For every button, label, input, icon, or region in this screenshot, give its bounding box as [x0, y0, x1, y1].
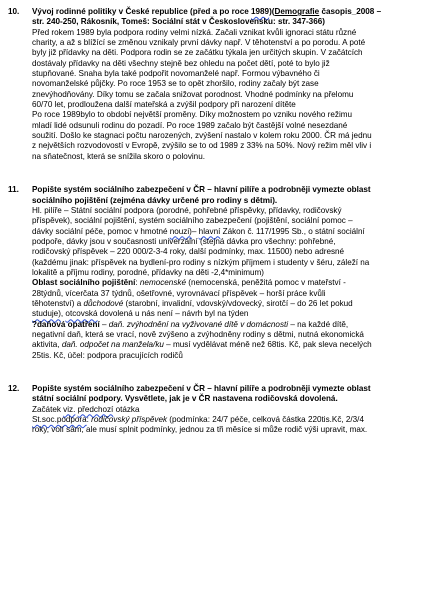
answer-line: charity, a až s blížící se změnou vznikaly první dávky např. V těhotenství a po porodu. A poté [32, 38, 366, 48]
answer-line: novomanželské půjčky. Po roce 1953 se to opět zhoršilo, rodiny začaly být zase [32, 79, 319, 89]
answer-line: St.soc.podpora: rodičovský příspěvek (podmínka: 24/7 péče, celková částka 220tis.Kč, 2/3/4 [32, 415, 364, 425]
answer-line: těhotenství) a důchodové (starobní, invalidní, vdovský/vdovecký, sirotčí – do 26 let pokud [32, 298, 353, 308]
question-title-line: Popište systém sociálního zabezpečení v ČR – hlavní pilíře a podrobněji vymezte oblast [32, 384, 371, 393]
answer-line: negativní daň, která se vrací, nově zvýšeno a zvýhodněny rodiny s dětmi, nutná ekonomická [32, 329, 364, 339]
answer-line: (každému jinak: příspěvek na bydlení-pro rodiny s nízkým příjmem i studenty v šéru, záleží na [32, 257, 370, 267]
answer-line: rodičovský příspěvek – 220 000/2-3-4 roky, další podmínky, max. 11500) nebo adresné [32, 247, 345, 257]
question-title [32, 384, 438, 405]
answer-line: mladí lidé odsunuli rodinu do pozadí. Po roce 1989 začalo být častější volné nesezdané [32, 120, 348, 130]
answer-line: znevýhodňovány. Díky tomu se začala snižovat porodnost. Vhodné podmínky na přelomu [32, 89, 354, 99]
spacer [8, 361, 438, 373]
question-title-line: Vývoj rodinné politiky v České republice (před a po roce 1989)(Demografie časopis_2008 – [32, 7, 382, 16]
question-number: 11. [8, 185, 19, 195]
answer-line: dostávaly přídavky na děti všechny stejně bez ohledu na počet dětí, poté to bylo již [32, 58, 330, 68]
question-title-line: sociálního pojištění (zejména dávky určené pro rodiny s dětmi). [32, 195, 278, 205]
answer-line: Oblast sociálního pojištění: nemocenské (nemocenská, peněžitá pomoc v mateřství - [32, 278, 346, 288]
answer-line: 28týdnů, vícerčata 37 týdnů, ošetřovné, vyrovnávací příspěvek – horší práce kvůli [32, 288, 326, 298]
spacer [8, 373, 438, 384]
question-title-line: státní sociální podpory. Vysvětlete, jak je v ČR nastavena rodičovská dovolená. [32, 394, 338, 404]
answer-line: ?daňová opatření – daň. zvýhodnění na vyživované dítě v domácnosti – na každé dítě, [32, 319, 349, 329]
answer-line: z největších rozvodovostí v Evropě, zvýšilo se to od 1989 z 33% na 50%. Nový režim měl vliv i [32, 141, 372, 151]
answer-line: Před rokem 1989 byla podpora rodiny velmi nízká. Začali vznikat kvůli ignoraci státu různé [32, 27, 357, 37]
answer-10 [8, 28, 438, 162]
question-title [32, 185, 438, 206]
question-number: 12. [8, 384, 20, 393]
answer-line: soužití. Došlo ke stagnaci počtu narozených, zvýšení nastalo v kolem roku 2000. ČR má jednu [32, 131, 372, 141]
answer-line: 60/70 let, prodloužena další mateřská a zvýšil podpory při narození dítěte [32, 100, 296, 110]
answer-line: studuje), otcovská dovolená u nás není – návrh byl na týden [32, 309, 249, 319]
answer-line: aktivita, daň. odpočet na manžela/ku – musí vydělávat méně než 68tis. Kč, pak sleva necelých [32, 340, 372, 350]
question-10-heading [8, 7, 438, 28]
spacer [8, 162, 438, 174]
question-12-heading [8, 384, 438, 405]
answer-line: Začátek viz. předchozí otázka [32, 404, 140, 414]
answer-line: stupňované. Snaha byla také podpořit novomanželé např. Formou výbavného či [32, 69, 320, 79]
question-11-heading [8, 185, 438, 206]
answer-line: Po roce 1989bylo to období největší proměny. Díky možnostem po vzniku nového režimu [32, 110, 353, 120]
question-number: 10. [8, 7, 20, 16]
spacer [8, 174, 438, 185]
answer-line: 25tis. Kč, účel: podpora pracujících rodičů [32, 350, 183, 360]
question-title-line: Popište systém sociálního zabezpečení v ČR – hlavní pilíře a podrobněji vymezte oblast [32, 185, 371, 195]
answer-line: lokalitě a příjmu rodiny, porodné, přídavky na děti -2,4*minimum) [32, 267, 264, 277]
answer-line: na sňatečnost, která se snížila skoro o polovinu. [32, 151, 205, 161]
answer-line: roky, volí sám, ale musí splnit podmínky, jednou za tři měsíce si může rodič výši upravit, max. [32, 425, 368, 435]
question-title [32, 7, 438, 28]
question-title-line: str. 240-250, Rákosník, Tomeš: Sociální stát v Československu: str. 347-366) [32, 17, 325, 27]
answer-line: Hl. pilíře – Státní sociální podpora (porodné, pohřebné příspěvky, přídavky, rodičovský [32, 205, 342, 215]
answer-line: byly již přídavky na děti. Podpora rodin se ze začátku týkala jen určitých skupin. V začátcích [32, 48, 363, 58]
answer-11 [8, 206, 438, 361]
answer-line: dávky sociální péče, pomoc v hmotné nouzi)– hlavní Zákon č. 117/1995 Sb., o státní sociální [32, 226, 365, 236]
answer-12 [8, 405, 438, 436]
answer-line: příspěvek), sociální pojištění, systém sociálního zabezpečení (pojištění, sociální pomoc – [32, 216, 353, 226]
answer-line: podpoře, dávky jsou v současnosti univerzální (stejná dávka pro všechny: pohřebné, [32, 236, 336, 246]
